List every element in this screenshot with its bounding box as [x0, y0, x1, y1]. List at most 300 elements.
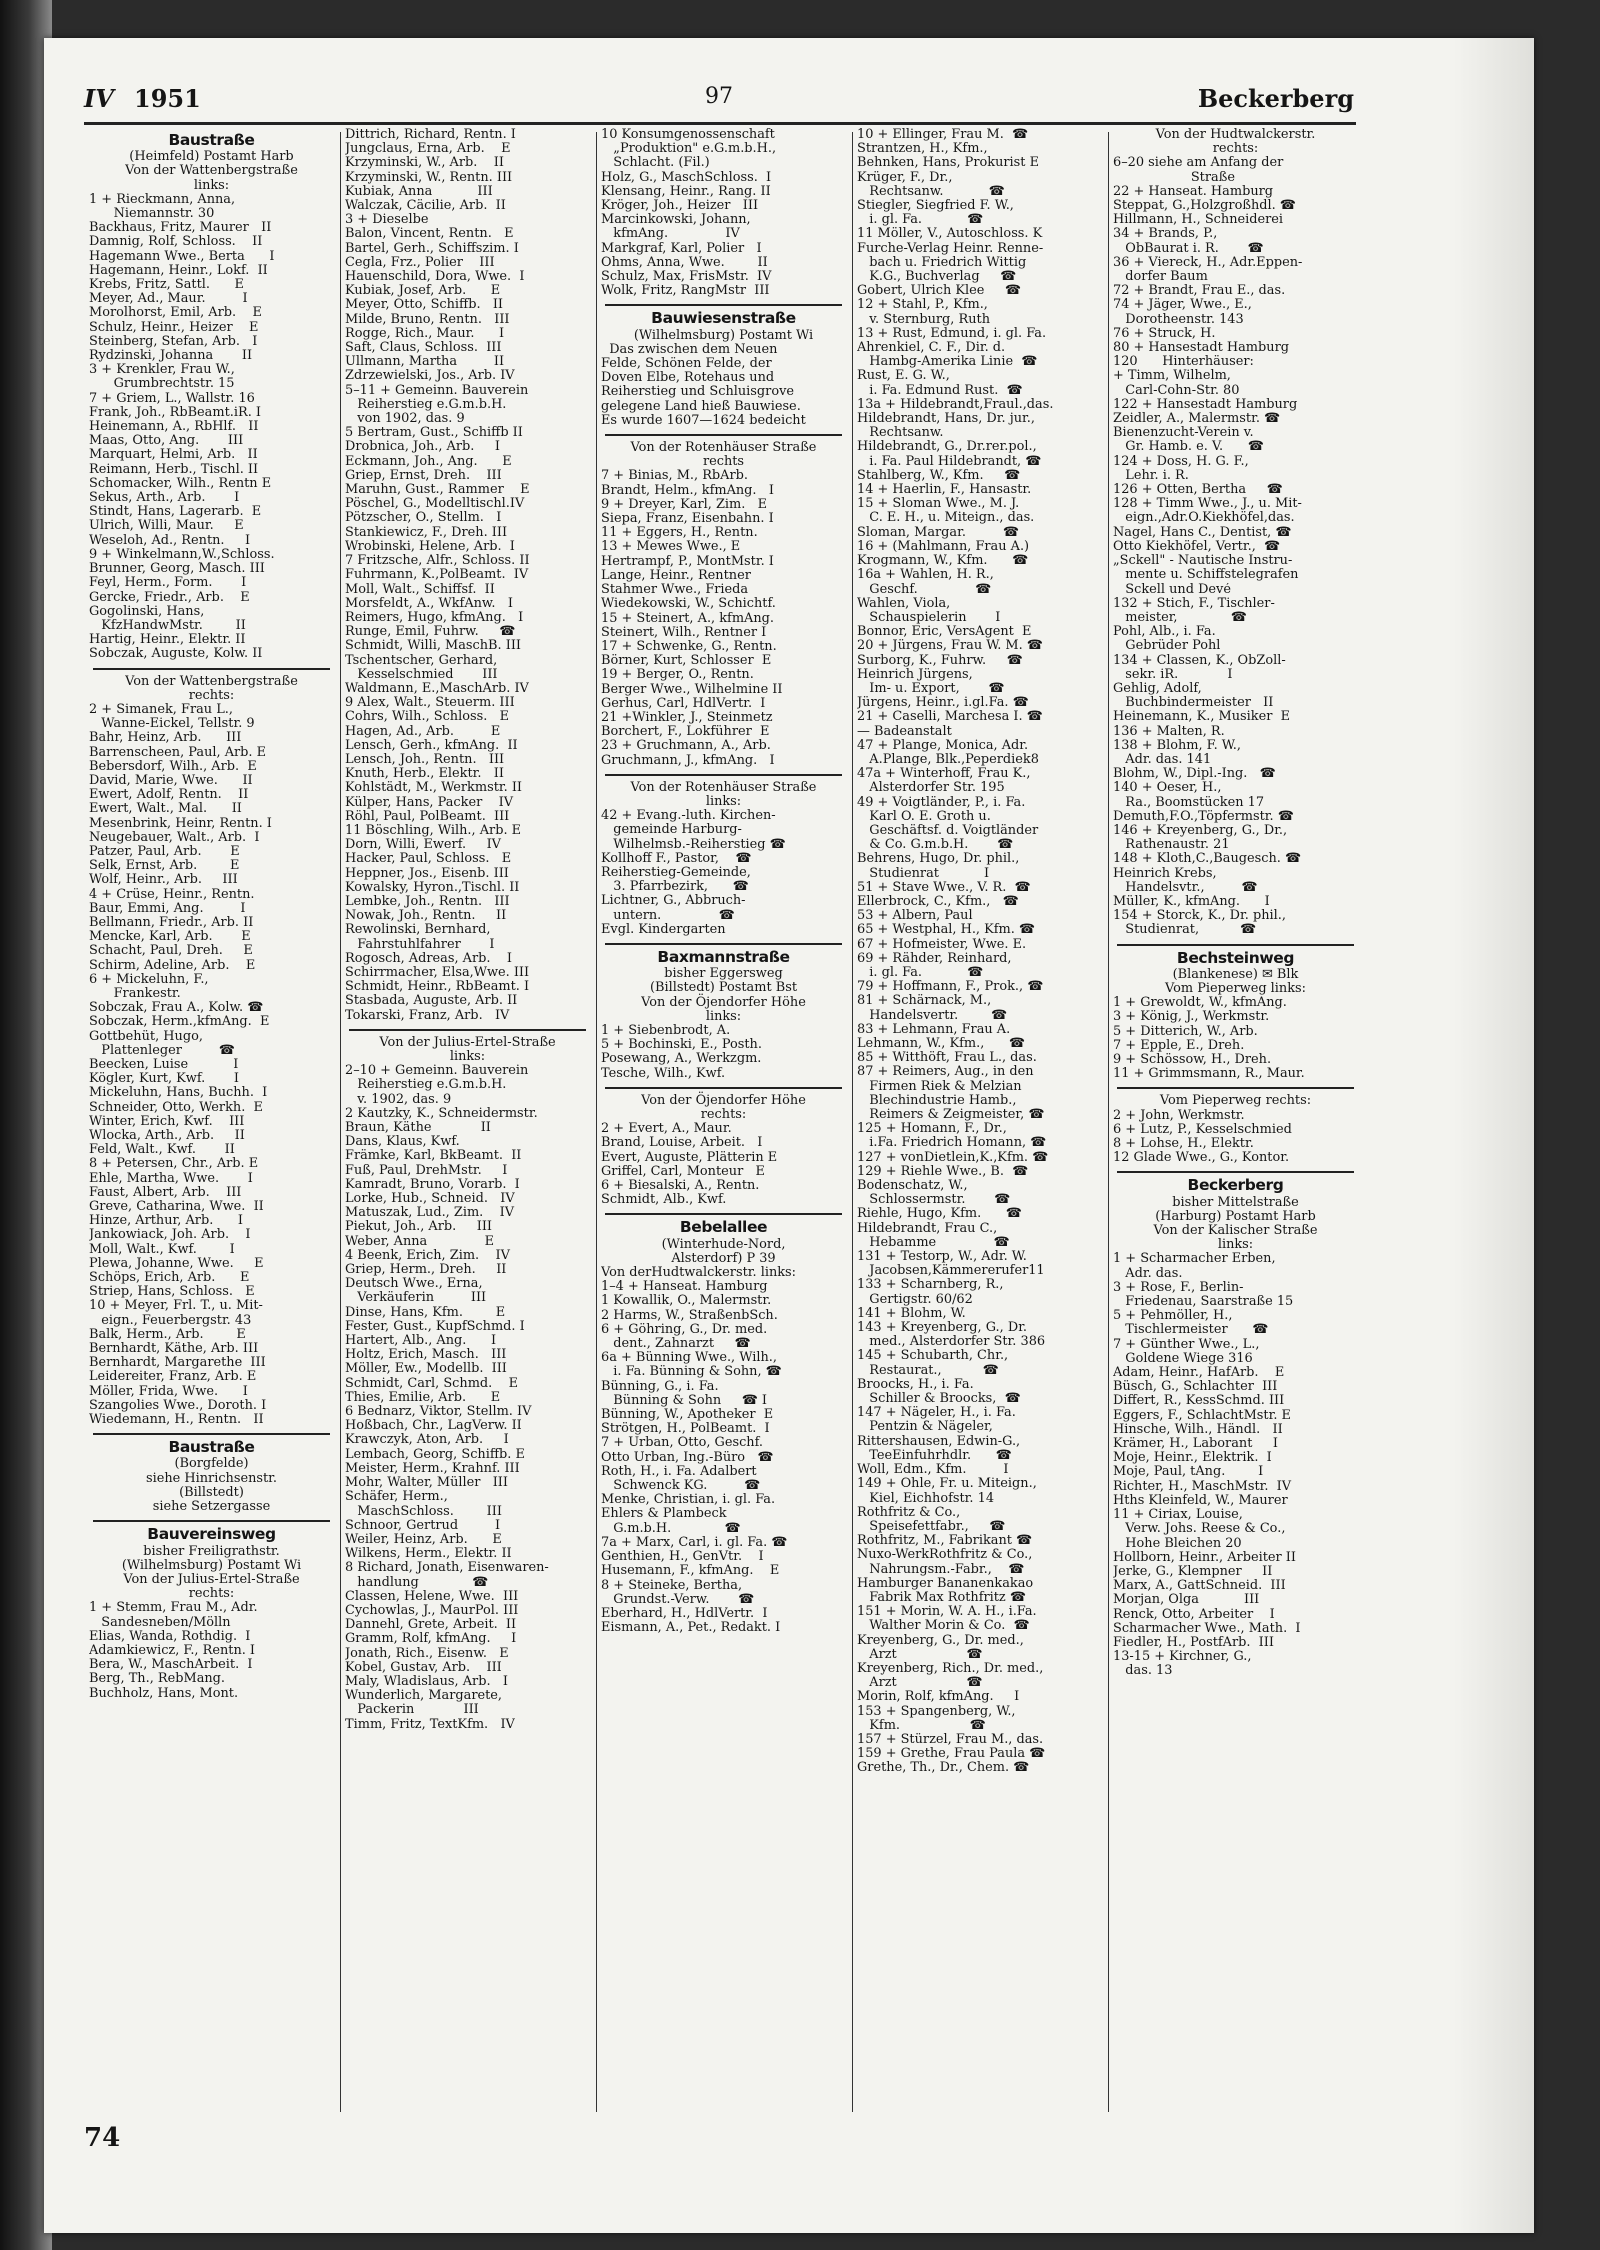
directory-entry: 7 + Urban, Otto, Geschf. — [601, 1436, 764, 1451]
directory-entry: Studienrat, ☎ — [1113, 923, 1257, 938]
year: 1951 — [134, 84, 201, 113]
directory-entry: 12 + Stahl, P., Kfm., — [857, 298, 988, 313]
directory-entry: 1 + Grewoldt, W., kfmAng. — [1113, 996, 1287, 1011]
directory-entry: Pohl, Alb., i. Fa. — [1113, 625, 1216, 640]
directory-entry: 153 + Spangenberg, W., — [857, 1704, 1016, 1719]
directory-entry: 7 + Griem, L., Wallstr. 16 — [89, 391, 255, 406]
section-note: Von der Hudtwalckerstr. — [1155, 128, 1316, 142]
directory-entry: 3 + Rose, F., Berlin- — [1113, 1280, 1244, 1295]
directory-entry: Lange, Heinr., Rentner — [601, 568, 751, 583]
directory-entry: 10 Konsumgenossenschaft — [601, 128, 775, 142]
section-note: (Borgfelde) — [174, 1456, 249, 1472]
directory-entry: Frankestr. — [89, 986, 181, 1001]
directory-entry: C. E. H., u. Miteign., das. — [857, 511, 1035, 526]
section-note: links: — [193, 177, 230, 193]
directory-entry: Classen, Helene, Wwe. III — [345, 1589, 519, 1604]
directory-entry: Weseloh, Ad., Rentn. I — [89, 533, 251, 548]
directory-entry: Stiegler, Siegfried F. W., — [857, 199, 1014, 214]
directory-entry: 8 + Lohse, H., Elektr. — [1113, 1137, 1254, 1152]
directory-entry: 8 Richard, Jonath, Eisenwaren- — [345, 1561, 549, 1576]
section-note: siehe Setzergasse — [152, 1499, 271, 1515]
directory-entry: Strötgen, H., PolBeamt. I — [601, 1422, 770, 1437]
directory-entry: Striep, Hans, Schloss. E — [89, 1285, 255, 1300]
directory-entry: Cychowlas, J., MaurPol. III — [345, 1603, 519, 1618]
directory-entry: Stindt, Hans, Lagerarb. E — [89, 505, 262, 520]
directory-entry: 125 + Homann, F., Dr., — [857, 1122, 1007, 1137]
street-heading: Bechsteinweg — [1176, 948, 1295, 967]
directory-entry: 129 + Riehle Wwe., B. ☎ — [857, 1164, 1029, 1179]
column-5 — [1113, 128, 1358, 2158]
directory-entry: i. Fa. Bünning & Sohn, ☎ — [601, 1365, 782, 1380]
directory-entry: 21 + Caselli, Marchesa I. ☎ — [857, 710, 1043, 725]
directory-entry: Mohr, Walter, Müller III — [345, 1476, 508, 1491]
section-note: (Blankenese) ✉ Blk — [1172, 966, 1299, 982]
section-note: Alsterdorf) P 39 — [671, 1250, 776, 1266]
directory-entry: Griep, Herm., Dreh. II — [345, 1263, 507, 1278]
street-heading: Bebelallee — [679, 1218, 768, 1237]
directory-entry: Schlossermstr. ☎ — [857, 1193, 1011, 1208]
directory-entry: Ehlers & Plambeck — [601, 1507, 727, 1522]
directory-entry: Furche-Verlag Heinr. Renne- — [857, 241, 1044, 256]
directory-entry: Wanne-Eickel, Tellstr. 9 — [89, 717, 255, 732]
directory-entry: 47 + Plange, Monica, Adr. — [857, 738, 1029, 753]
directory-entry: Lorke, Hub., Schneid. IV — [345, 1192, 515, 1207]
directory-entry: Schacht, Paul, Dreh. E — [89, 944, 253, 959]
directory-entry: Ewert, Walt., Mal. II — [89, 802, 242, 817]
directory-entry: Von derHudtwalckerstr. links: — [601, 1266, 797, 1281]
directory-entry: Adr. das. — [1113, 1266, 1183, 1281]
directory-entry: Reiherstieg e.G.m.b.H. — [345, 397, 507, 412]
directory-entry: 72 + Brandt, Frau E., das. — [1113, 284, 1286, 299]
directory-entry: 49 + Voigtländer, P., i. Fa. — [857, 795, 1026, 810]
directory-entry: Rust, E. G. W., — [857, 369, 950, 384]
directory-entry: 53 + Albern, Paul — [857, 909, 973, 924]
directory-entry: Fuß, Paul, DrehMstr. I — [345, 1163, 508, 1178]
directory-entry: 23 + Gruchmann, A., Arb. — [601, 739, 771, 754]
directory-entry: Szangolies Wwe., Doroth. I — [89, 1398, 267, 1413]
directory-entry: Brunner, Georg, Masch. III — [89, 562, 265, 577]
directory-entry: Morjan, Olga III — [1113, 1593, 1260, 1608]
section-note: rechts: — [188, 687, 235, 703]
directory-entry: Krzyminski, W., Rentn. III — [345, 170, 513, 185]
directory-entry: Kiel, Eichhofstr. 14 — [857, 1491, 995, 1506]
section-divider — [605, 434, 842, 436]
section-note: Von der Öjendorfer Höhe — [641, 994, 806, 1010]
directory-entry: Matuszak, Lud., Zim. IV — [345, 1206, 515, 1221]
directory-entry: 83 + Lehmann, Frau A. — [857, 1022, 1011, 1037]
directory-entry: Bienenzucht-Verein v. — [1113, 426, 1254, 441]
page-edge — [1454, 38, 1534, 2233]
directory-entry: Bünning, G., i. Fa. — [601, 1379, 719, 1394]
column-divider — [340, 132, 341, 2112]
directory-entry: Dittrich, Richard, Rentn. I — [345, 128, 516, 142]
directory-entry: Eberhard, H., HdlVertr. I — [601, 1606, 768, 1621]
directory-entry: Hartig, Heinr., Elektr. II — [89, 633, 246, 648]
directory-entry: Kamradt, Bruno, Vorarb. I — [345, 1177, 520, 1192]
directory-entry: Meyer, Ad., Maur. I — [89, 292, 248, 307]
directory-entry: 3 + Dieselbe — [345, 213, 429, 228]
directory-entry: 7 + Binias, M., RbArb. — [601, 469, 748, 484]
directory-entry: Renck, Otto, Arbeiter I — [1113, 1607, 1275, 1622]
directory-entry: v. 1902, das. 9 — [345, 1092, 452, 1107]
directory-entry: Hollborn, Heinr., Arbeiter II — [1113, 1550, 1296, 1565]
directory-entry: 15 + Steinert, A., kfmAng. — [601, 611, 774, 626]
directory-entry: 120 Hinterhäuser: — [1113, 355, 1254, 370]
directory-entry: Stankiewicz, F., Dreh. III — [345, 525, 508, 540]
section-divider — [93, 1520, 330, 1522]
directory-entry: das. 13 — [1113, 1664, 1173, 1679]
directory-columns — [89, 128, 1354, 2158]
directory-entry: Das zwischen dem Neuen — [601, 342, 778, 357]
directory-entry: Deutsch Wwe., Erna, — [345, 1277, 483, 1292]
directory-entry: 11 + Ciriax, Louise, — [1113, 1508, 1243, 1523]
directory-entry: 21 +Winkler, J., Steinmetz — [601, 710, 773, 725]
directory-entry: 1 + Siebenbrodt, A. — [601, 1023, 731, 1038]
directory-entry: Cohrs, Wilh., Schloss. E — [345, 710, 510, 725]
directory-entry: Beecken, Luise I — [89, 1058, 239, 1072]
directory-entry: Schirm, Adeline, Arb. E — [89, 958, 256, 973]
directory-entry: Verkäuferin III — [345, 1291, 487, 1306]
directory-entry: Berg, Th., RebMang. — [89, 1672, 226, 1687]
directory-entry: 3 + Krenkler, Frau W., — [89, 363, 235, 378]
directory-entry: Hertrampf, P., MontMstr. I — [601, 554, 774, 569]
column-divider — [1108, 132, 1109, 2112]
section-divider — [1117, 1171, 1354, 1173]
directory-entry: Gr. Hamb. e. V. ☎ — [1113, 440, 1264, 455]
directory-entry: meister, ☎ — [1113, 610, 1247, 625]
directory-entry: Reimann, Herb., Tischl. II — [89, 462, 259, 477]
section-note: bisher Eggersweg — [664, 966, 783, 982]
section-note: Von der Öjendorfer Höhe — [641, 1092, 806, 1108]
directory-entry: Pötzscher, O., Stellm. I — [345, 511, 502, 526]
street-heading: Baustraße — [168, 131, 255, 149]
directory-entry: 9 + Dreyer, Karl, Zim. E — [601, 497, 768, 512]
section-divider — [349, 1029, 586, 1031]
directory-entry: Otto Kiekhöfel, Vertr., ☎ — [1113, 539, 1281, 554]
directory-entry: 6–20 siehe am Anfang der — [1113, 156, 1284, 171]
directory-entry: Wunderlich, Margarete, — [345, 1689, 503, 1704]
directory-entry: Kubiak, Josef, Arb. E — [345, 284, 501, 299]
directory-entry: 7 + Epple, E., Dreh. — [1113, 1038, 1245, 1053]
section-note: Von der Rotenhäuser Straße — [630, 779, 817, 795]
directory-entry: — Badeanstalt — [857, 724, 952, 739]
directory-entry: Rothfritz & Co., — [857, 1505, 961, 1520]
directory-entry: Kubiak, Anna III — [345, 184, 493, 199]
section-note: (Wilhelmsburg) Postamt Wi — [633, 327, 814, 343]
directory-entry: Packerin III — [345, 1703, 479, 1718]
directory-entry: Jungclaus, Erna, Arb. E — [345, 142, 511, 157]
directory-entry: Bernhardt, Margarethe III — [89, 1356, 266, 1371]
directory-entry: 148 + Kloth,C.,Baugesch. ☎ — [1113, 852, 1302, 867]
directory-entry: Hagemann, Heinr., Lokf. II — [89, 263, 268, 278]
directory-entry: Markgraf, Karl, Polier I — [601, 241, 762, 256]
directory-entry: 5 + Pehmöller, H., — [1113, 1309, 1233, 1324]
directory-entry: 4 + Crüse, Heinr., Rentn. — [89, 887, 255, 902]
directory-entry: Ullmann, Martha II — [345, 355, 505, 370]
column-1 — [89, 128, 334, 2158]
directory-entry: Hauenschild, Dora, Wwe. I — [345, 270, 525, 285]
directory-entry: Otto Urban, Ing.-Büro ☎ — [601, 1450, 774, 1465]
directory-entry: gelegene Land hieß Bauwiese. — [601, 399, 801, 414]
directory-entry: Dinse, Hans, Kfm. E — [345, 1305, 506, 1320]
street-heading: Beckerberg — [1187, 1176, 1284, 1195]
directory-entry: eign.,Adr.O.Kiekhöfel,das. — [1113, 511, 1295, 526]
directory-entry: i. Fa. Edmund Rust. ☎ — [857, 383, 1023, 398]
directory-entry: Moje, Paul, tAng. I — [1113, 1465, 1264, 1480]
directory-entry: Eggers, F., SchlachtMstr. E — [1113, 1408, 1291, 1423]
directory-entry: 20 + Jürgens, Frau W. M. ☎ — [857, 639, 1043, 654]
directory-entry: 76 + Struck, H. — [1113, 326, 1216, 341]
directory-entry: 1 + Stemm, Frau M., Adr. — [89, 1601, 258, 1616]
directory-entry: Elias, Wanda, Rothdig. I — [89, 1629, 251, 1644]
section-note: links: — [1217, 1237, 1254, 1253]
directory-entry: 127 + vonDietlein,K.,Kfm. ☎ — [857, 1150, 1049, 1165]
directory-entry: Stahlberg, W., Kfm. ☎ — [857, 468, 1021, 483]
directory-entry: 146 + Kreyenberg, G., Dr., — [1113, 823, 1288, 838]
directory-entry: 141 + Blohm, W. — [857, 1306, 966, 1321]
directory-entry: 6 Bednarz, Viktor, Stellm. IV — [345, 1405, 532, 1420]
directory-entry: 13 + Mewes Wwe., E — [601, 540, 741, 555]
page-number: 97 — [705, 84, 733, 109]
section-note: (Billstedt) — [179, 1484, 244, 1500]
directory-entry: Meister, Herm., Krahnf. III — [345, 1461, 520, 1476]
directory-entry: Felde, Schönen Felde, der — [601, 357, 772, 372]
directory-entry: Moll, Walt., Schiffsf. II — [345, 582, 495, 597]
directory-entry: Schwenck KG. ☎ — [601, 1479, 761, 1494]
directory-entry: 19 + Berger, O., Rentn. — [601, 668, 754, 683]
directory-entry: 2 Kautzky, K., Schneidermstr. — [345, 1106, 538, 1121]
directory-entry: Hildebrandt, Frau C., — [857, 1221, 998, 1236]
directory-entry: Knuth, Herb., Elektr. II — [345, 767, 504, 782]
directory-entry: Schmidt, Heinr., RbBeamt. I — [345, 980, 530, 995]
directory-entry: Ra., Boomstücken 17 — [1113, 795, 1265, 810]
directory-entry: i. gl. Fa. ☎ — [857, 965, 984, 980]
directory-entry: 6a + Bünning Wwe., Wilh., — [601, 1351, 778, 1366]
directory-entry: 140 + Oeser, H., — [1113, 781, 1222, 796]
section-note: rechts: — [1212, 141, 1259, 157]
directory-entry: Evgl. Kindergarten — [601, 922, 726, 937]
directory-entry: Krawczyk, Aton, Arb. I — [345, 1433, 509, 1448]
directory-entry: Hagen, Ad., Arb. E — [345, 724, 501, 739]
directory-entry: Zdrzewielski, Jos., Arb. IV — [345, 369, 515, 384]
directory-entry: Rathenaustr. 21 — [1113, 838, 1230, 853]
section-note: siehe Hinrichsenstr. — [145, 1470, 278, 1486]
directory-entry: Posewang, A., Werkzgm. — [601, 1052, 762, 1067]
directory-entry: Gottbehüt, Hugo, — [89, 1029, 203, 1044]
directory-entry: Karl O. E. Groth u. — [857, 809, 991, 824]
section-note: bisher Mittelstraße — [1172, 1194, 1299, 1210]
directory-entry: 1–4 + Hanseat. Hamburg — [601, 1280, 768, 1295]
street-heading: Bauwiesenstraße — [651, 309, 796, 328]
directory-entry: Borchert, F., Lokführer E — [601, 725, 770, 740]
directory-entry: 157 + Stürzel, Frau M., das. — [857, 1732, 1044, 1747]
directory-entry: Büsch, G., Schlachter III — [1113, 1380, 1278, 1395]
directory-entry: 10 + Ellinger, Frau M. ☎ — [857, 128, 1029, 142]
directory-entry: Tokarski, Franz, Arb. IV — [345, 1008, 510, 1023]
directory-entry: Klensang, Heinr., Rang. II — [601, 184, 771, 199]
directory-entry: & Co. G.m.b.H. ☎ — [857, 838, 1014, 853]
directory-entry: sekr. iR. I — [1113, 667, 1233, 682]
directory-entry: Piekut, Joh., Arb. III — [345, 1220, 493, 1235]
directory-entry: Bodenschatz, W., — [857, 1179, 968, 1194]
section-note: Vom Pieperweg links: — [1164, 980, 1306, 996]
directory-entry: Jacobsen,Kämmererufer11 — [857, 1264, 1045, 1279]
directory-entry: Backhaus, Fritz, Maurer II — [89, 221, 272, 236]
directory-entry: Ulrich, Willi, Maur. E — [89, 519, 244, 534]
page-marker: 74 — [84, 2123, 121, 2153]
directory-entry: 9 Alex, Walt., Steuerm. III — [345, 696, 515, 711]
directory-entry: Wolf, Heinr., Arb. III — [89, 873, 238, 888]
directory-entry: Wahlen, Viola, — [857, 596, 951, 611]
directory-entry: Kowalsky, Hyron.,Tischl. II — [345, 880, 520, 895]
directory-entry: 5 Bertram, Gust., Schiffb II — [345, 426, 523, 441]
directory-entry: Holz, G., MaschSchloss. I — [601, 170, 772, 185]
directory-entry: Firmen Riek & Melzian — [857, 1079, 1022, 1094]
directory-entry: A.Plange, Blk.,Peperdiek8 — [857, 752, 1039, 767]
directory-entry: Niemannstr. 30 — [89, 207, 215, 222]
section-note: Von der Julius-Ertel-Straße — [123, 1571, 300, 1587]
directory-entry: Saft, Claus, Schloss. III — [345, 341, 502, 356]
directory-entry: Es wurde 1607—1624 bedeicht — [601, 413, 806, 428]
directory-entry: Schmidt, Alb., Kwf. — [601, 1193, 727, 1208]
directory-entry: Friedenau, Saarstraße 15 — [1113, 1295, 1294, 1310]
directory-entry: Lembach, Georg, Schiffb. E — [345, 1447, 525, 1462]
directory-entry: Heinrich Jürgens, — [857, 667, 973, 682]
directory-entry: Adamkiewicz, F., Rentn. I — [89, 1643, 256, 1658]
directory-entry: 131 + Testorp, W., Adr. W. — [857, 1250, 1027, 1265]
directory-entry: Tesche, Wilh., Kwf. — [601, 1066, 726, 1081]
directory-entry: Lichtner, G., Abbruch- — [601, 894, 746, 909]
directory-entry: Wiedekowski, W., Schichtf. — [601, 597, 776, 612]
directory-entry: 69 + Rähder, Reinhard, — [857, 951, 1012, 966]
directory-entry: + Timm, Wilhelm, — [1113, 369, 1231, 384]
directory-entry: Strantzen, H., Kfm., — [857, 142, 988, 157]
directory-entry: Hildebrandt, G., Dr.rer.pol., — [857, 440, 1037, 455]
directory-entry: bach u. Friedrich Wittig — [857, 255, 1027, 270]
directory-entry: Balk, Herm., Arb. E — [89, 1327, 246, 1342]
directory-entry: 81 + Schärnack, M., — [857, 994, 992, 1009]
directory-entry: Bartel, Gerh., Schiffszim. I — [345, 241, 519, 256]
section-note: Vom Pieperweg rechts: — [1159, 1093, 1312, 1109]
directory-entry: Ellerbrock, C., Kfm., ☎ — [857, 894, 1019, 909]
directory-entry: Selk, Ernst, Arb. E — [89, 859, 240, 874]
directory-entry: Bahr, Heinz, Arb. III — [89, 731, 242, 746]
directory-entry: 6 + Mickeluhn, F., — [89, 972, 209, 987]
directory-entry: Im- u. Export, ☎ — [857, 681, 1005, 696]
directory-entry: Pentzin & Nägeler, — [857, 1420, 993, 1435]
directory-entry: Reiherstieg e.G.m.b.H. — [345, 1078, 507, 1093]
directory-entry: 36 + Viereck, H., Adr.Eppen- — [1113, 255, 1303, 270]
directory-entry: Nahrungsm.-Fabr., ☎ — [857, 1562, 1025, 1577]
directory-entry: Krämer, H., Laborant I — [1113, 1437, 1278, 1452]
section-note: (Billstedt) Postamt Bst — [649, 980, 797, 996]
directory-entry: eign., Feuerbergstr. 43 — [89, 1313, 252, 1328]
directory-entry: 145 + Schubarth, Chr., — [857, 1349, 1009, 1364]
directory-entry: Jonath, Rich., Eisenw. E — [345, 1646, 509, 1661]
directory-entry: 151 + Morin, W. A. H., i.Fa. — [857, 1605, 1037, 1620]
directory-entry: Behrens, Hugo, Dr. phil., — [857, 852, 1020, 867]
directory-entry: 133 + Scharnberg, R., — [857, 1278, 1004, 1293]
directory-entry: 11 Böschling, Wilh., Arb. E — [345, 823, 522, 838]
directory-entry: 87 + Reimers, Aug., in den — [857, 1065, 1034, 1080]
directory-entry: Wrobinski, Helene, Arb. I — [345, 539, 515, 554]
section-note: rechts — [702, 454, 745, 470]
directory-entry: „Sckell" - Nautische Instru- — [1113, 554, 1293, 569]
directory-entry: Wiedemann, H., Rentn. II — [89, 1413, 264, 1428]
directory-entry: 136 + Malten, R. — [1113, 724, 1225, 739]
directory-entry: Baur, Emmi, Ang. I — [89, 901, 246, 916]
directory-entry: Sloman, Margar. ☎ — [857, 525, 1019, 540]
directory-entry: Adr. das. 141 — [1113, 752, 1212, 767]
directory-entry: i.Fa. Friedrich Homann, ☎ — [857, 1136, 1047, 1151]
directory-entry: Sobczak, Herm.,kfmAng. E — [89, 1015, 270, 1030]
directory-entry: Heinemann, A., RbHlf. II — [89, 420, 259, 435]
directory-entry: Röhl, Paul, PolBeamt. III — [345, 809, 510, 824]
directory-entry: Schauspielerin I — [857, 610, 1001, 625]
directory-entry: Evert, Auguste, Plätterin E — [601, 1150, 778, 1165]
directory-entry: Kohlstädt, M., Werkmstr. II — [345, 781, 523, 796]
directory-entry: Greve, Catharina, Wwe. II — [89, 1200, 264, 1215]
directory-entry: i. Fa. Paul Hildebrandt, ☎ — [857, 454, 1042, 469]
section-note: Von der Kalischer Straße — [1153, 1223, 1318, 1239]
directory-entry: 6 + Göhring, G., Dr. med. — [601, 1322, 768, 1337]
directory-entry: 11 + Eggers, H., Rentn. — [601, 526, 758, 541]
directory-entry: Menke, Christian, i. gl. Fa. — [601, 1493, 776, 1508]
directory-entry: Adam, Heinr., HafArb. E — [1113, 1366, 1285, 1381]
directory-entry: Gerhus, Carl, HdlVertr. I — [601, 696, 766, 711]
directory-entry: 15 + Sloman Wwe., M. J. — [857, 497, 1020, 512]
directory-entry: Broocks, H., i. Fa. — [857, 1377, 974, 1392]
directory-entry: Tischlermeister ☎ — [1113, 1323, 1269, 1338]
directory-entry: Sandesneben/Mölln — [89, 1615, 231, 1630]
directory-entry: 126 + Otten, Bertha ☎ — [1113, 483, 1283, 498]
directory-entry: Riehle, Hugo, Kfm. ☎ — [857, 1207, 1022, 1222]
directory-entry: 1 + Scharmacher Erben, — [1113, 1252, 1276, 1267]
directory-entry: Meyer, Otto, Schiffb. II — [345, 298, 504, 313]
directory-entry: Kreyenberg, G., Dr. med., — [857, 1633, 1024, 1648]
directory-entry: dorfer Baum — [1113, 270, 1208, 285]
column-4 — [857, 128, 1102, 2158]
section-divider — [605, 774, 842, 776]
directory-entry: 11 + Grimmsmann, R., Maur. — [1113, 1067, 1305, 1082]
directory-entry: 6 + Lutz, P., Kesselschmied — [1113, 1122, 1292, 1137]
directory-entry: Barrenscheen, Paul, Arb. E — [89, 745, 267, 760]
directory-entry: Gercke, Friedr., Arb. E — [89, 590, 250, 605]
directory-entry: Demuth,F.O.,Töpfermstr. ☎ — [1113, 809, 1294, 824]
directory-entry: Hagemann Wwe., Berta I — [89, 249, 275, 264]
section-note: bisher Freiligrathstr. — [143, 1543, 280, 1559]
directory-entry: Bernhardt, Käthe, Arb. III — [89, 1342, 259, 1357]
page-header — [84, 84, 1354, 120]
directory-entry: 2 Harms, W., StraßenbSch. — [601, 1308, 778, 1323]
directory-entry: Morsfeldt, A., WkfAnw. I — [345, 596, 513, 611]
directory-entry: Pöschel, G., Modelltischl.IV — [345, 497, 525, 512]
directory-entry: Griep, Ernst, Dreh. III — [345, 468, 502, 483]
directory-entry: 74 + Jäger, Wwe., E., — [1113, 298, 1252, 313]
directory-entry: Maas, Otto, Ang. III — [89, 434, 244, 449]
street-heading: Baustraße — [168, 1438, 255, 1457]
directory-entry: 122 + Hansestadt Hamburg — [1113, 397, 1298, 412]
directory-entry: Heinemann, K., Musiker E — [1113, 710, 1291, 725]
section-divider — [605, 1213, 842, 1215]
directory-entry: KfzHandwMstr. II — [89, 618, 246, 633]
directory-entry: Zeidler, A., Malermstr. ☎ — [1113, 412, 1281, 427]
directory-entry: Husemann, F., kfmAng. E — [601, 1564, 780, 1579]
directory-entry: Hacker, Paul, Schloss. E — [345, 852, 512, 867]
directory-entry: Ohms, Anna, Wwe. II — [601, 255, 768, 270]
directory-entry: K.G., Buchverlag ☎ — [857, 270, 1017, 285]
directory-entry: 16a + Wahlen, H. R., — [857, 568, 994, 583]
